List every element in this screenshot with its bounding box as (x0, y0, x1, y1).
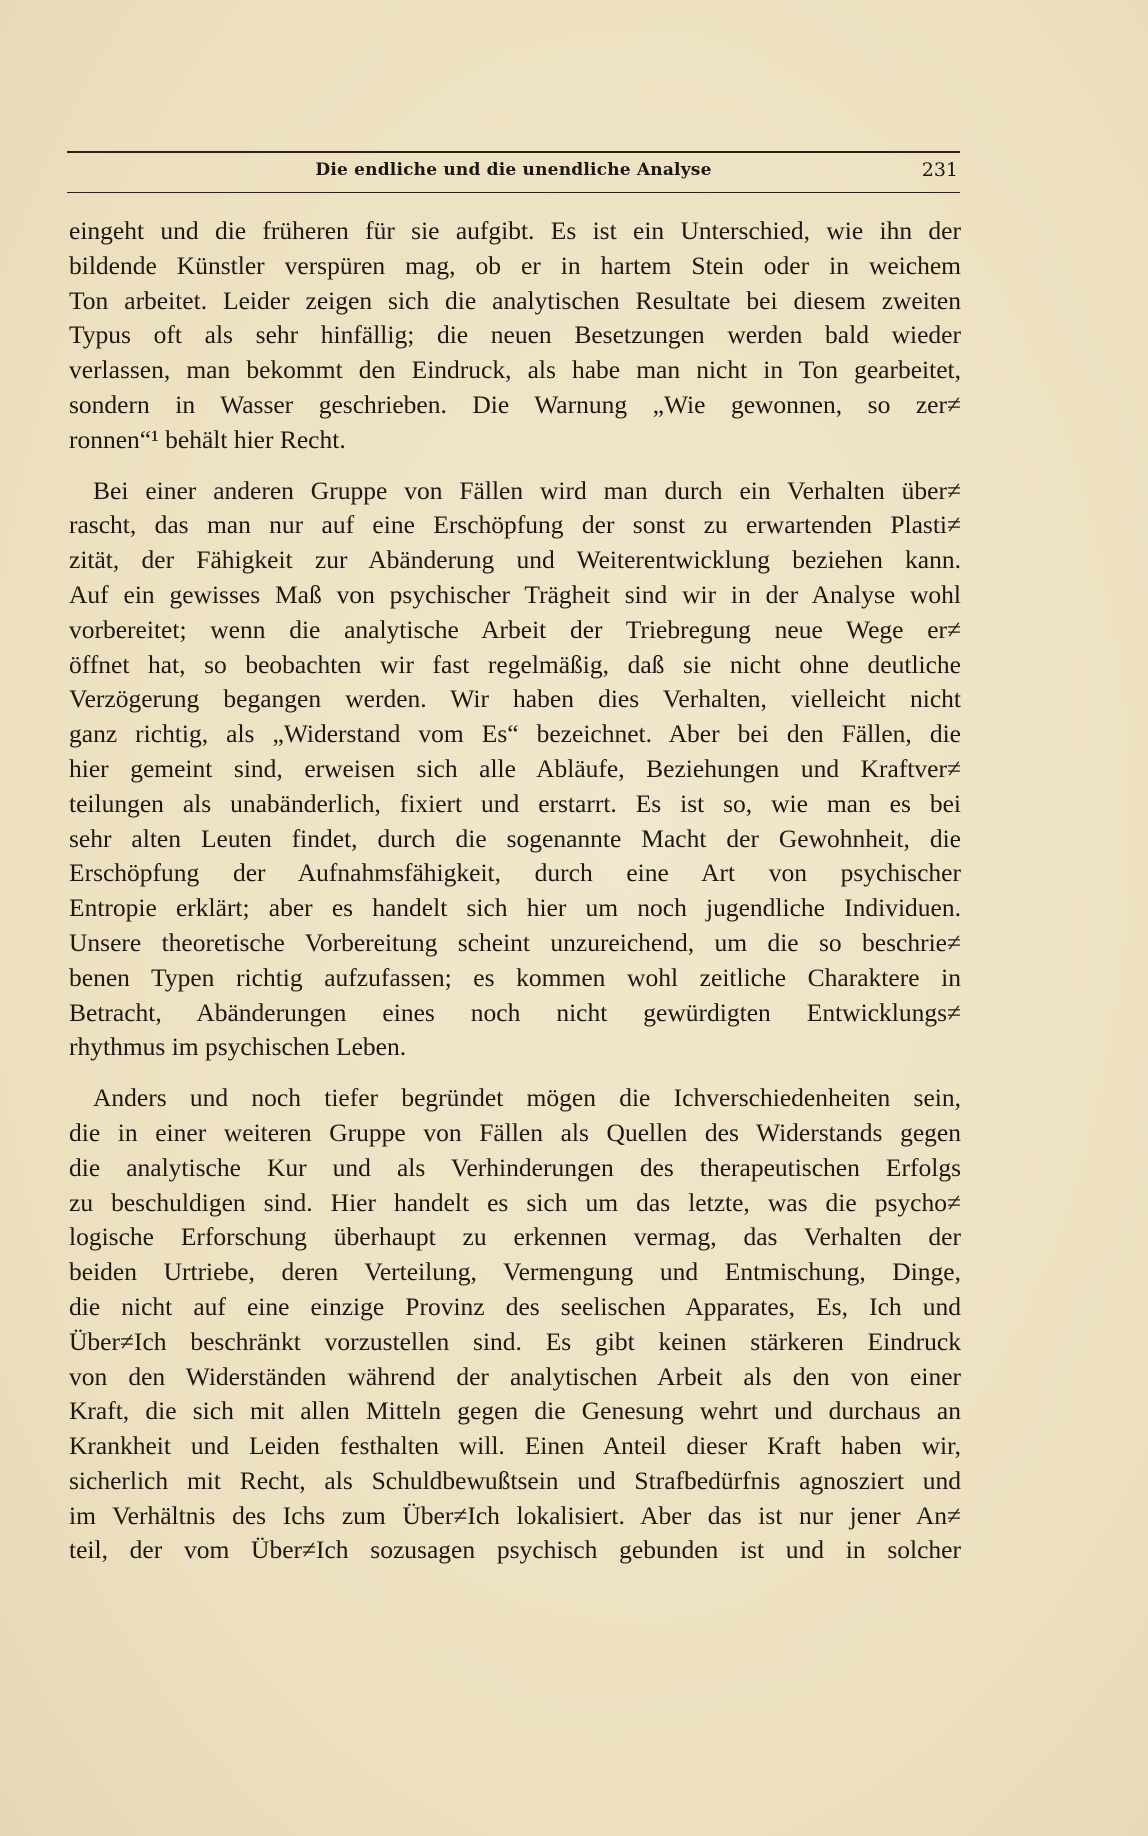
text-line: benen Typen richtig aufzufassen; es kommen wohl zeitliche Charaktere in (69, 962, 961, 992)
text-line: teil, der vom Über≠Ich sozusagen psychisch gebunden ist und in solcher (69, 1535, 961, 1565)
text-line: rascht, das man nur auf eine Erschöpfung der sonst zu erwartenden Plasti≠ (69, 510, 961, 540)
text-line: vorbereitet; wenn die analytische Arbeit der Triebregung neue Wege er≠ (69, 614, 961, 644)
text-line: Entropie erklärt; aber es handelt sich hier um noch jugendliche Individuen. (69, 893, 961, 923)
text-line: beiden Urtriebe, deren Verteilung, Vermengung und Entmischung, Dinge, (69, 1257, 961, 1287)
text-line: eingeht und die früheren für sie aufgibt. Es ist ein Unterschied, wie ihn der (69, 216, 961, 245)
text-line: die in einer weiteren Gruppe von Fällen als Quellen des Widerstands gegen (69, 1117, 961, 1147)
text-line: teilungen als unabänderlich, fixiert und erstarrt. Es ist so, wie man es bei (69, 788, 961, 818)
running-title: Die endliche und die unendliche Analyse (315, 160, 712, 180)
text-line: Ton arbeitet. Leider zeigen sich die analytischen Resultate bei diesem zweiten (69, 285, 961, 315)
text-line: die analytische Kur und als Verhinderungen des therapeutischen Erfolgs (69, 1152, 961, 1182)
paragraph (69, 1081, 961, 1568)
text-line: Unsere theoretische Vorbereitung scheint unzureichend, um die so beschrie≠ (69, 927, 961, 957)
text-line: sicherlich mit Recht, als Schuldbewußtsein und Strafbedürfnis agnosziert und (69, 1465, 961, 1495)
text-line: sehr alten Leuten findet, durch die sogenannte Macht der Gewohnheit, die (69, 823, 961, 853)
text-line: Anders und noch tiefer begründet mögen die Ichverschiedenheiten sein, (93, 1083, 961, 1113)
text-line: logische Erforschung überhaupt zu erkennen vermag, das Verhalten der (69, 1222, 961, 1252)
text-line: von den Widerständen während der analytischen Arbeit als den von einer (69, 1361, 961, 1391)
running-header (67, 151, 960, 193)
text-line: die nicht auf eine einzige Provinz des seelischen Apparates, Es, Ich und (69, 1291, 961, 1321)
text-line: ronnen“¹ behält hier Recht. (69, 424, 346, 454)
text-line: zu beschuldigen sind. Hier handelt es sich um das letzte, was die psycho≠ (69, 1187, 961, 1217)
page-number: 231 (921, 159, 958, 181)
text-line: rhythmus im psychischen Leben. (69, 1032, 407, 1062)
text-line: hier gemeint sind, erweisen sich alle Abläufe, Beziehungen und Kraftver≠ (69, 753, 961, 783)
text-line: Bei einer anderen Gruppe von Fällen wird man durch ein Verhalten über≠ (93, 475, 961, 505)
text-line: Auf ein gewisses Maß von psychischer Trägheit sind wir in der Analyse wohl (69, 579, 961, 609)
text-line: Betracht, Abänderungen eines noch nicht gewürdigten Entwicklungs≠ (69, 997, 961, 1027)
text-line: zität, der Fähigkeit zur Abänderung und Weiterentwicklung beziehen kann. (69, 545, 961, 575)
text-line: Krankheit und Leiden festhalten will. Einen Anteil dieser Kraft haben wir, (69, 1431, 961, 1461)
text-line: ganz richtig, als „Widerstand vom Es“ bezeichnet. Aber bei den Fällen, die (69, 719, 961, 749)
text-line: Typus oft als sehr hinfällig; die neuen Besetzungen werden bald wieder (69, 320, 961, 350)
paragraph (69, 474, 961, 1066)
text-line: im Verhältnis des Ichs zum Über≠Ich lokalisiert. Aber das ist nur jener An≠ (69, 1500, 961, 1530)
text-line: verlassen, man bekommt den Eindruck, als habe man nicht in Ton gearbeitet, (69, 355, 961, 385)
text-line: öffnet hat, so beobachten wir fast regelmäßig, daß sie nicht ohne deutliche (69, 649, 961, 679)
text-line: bildende Künstler verspüren mag, ob er in hartem Stein oder in weichem (69, 250, 961, 280)
text-line: Verzögerung begangen werden. Wir haben dies Verhalten, vielleicht nicht (69, 684, 961, 714)
body-text (69, 214, 961, 1584)
text-line: Erschöpfung der Aufnahmsfähigkeit, durch eine Art von psychischer (69, 858, 961, 888)
text-line: Kraft, die sich mit allen Mitteln gegen die Genesung wehrt und durchaus an (69, 1396, 961, 1426)
paragraph (69, 214, 961, 458)
text-line: sondern in Wasser geschrieben. Die Warnung „Wie gewonnen, so zer≠ (69, 389, 961, 419)
text-line: Über≠Ich beschränkt vorzustellen sind. Es gibt keinen stärkeren Eindruck (69, 1326, 961, 1356)
